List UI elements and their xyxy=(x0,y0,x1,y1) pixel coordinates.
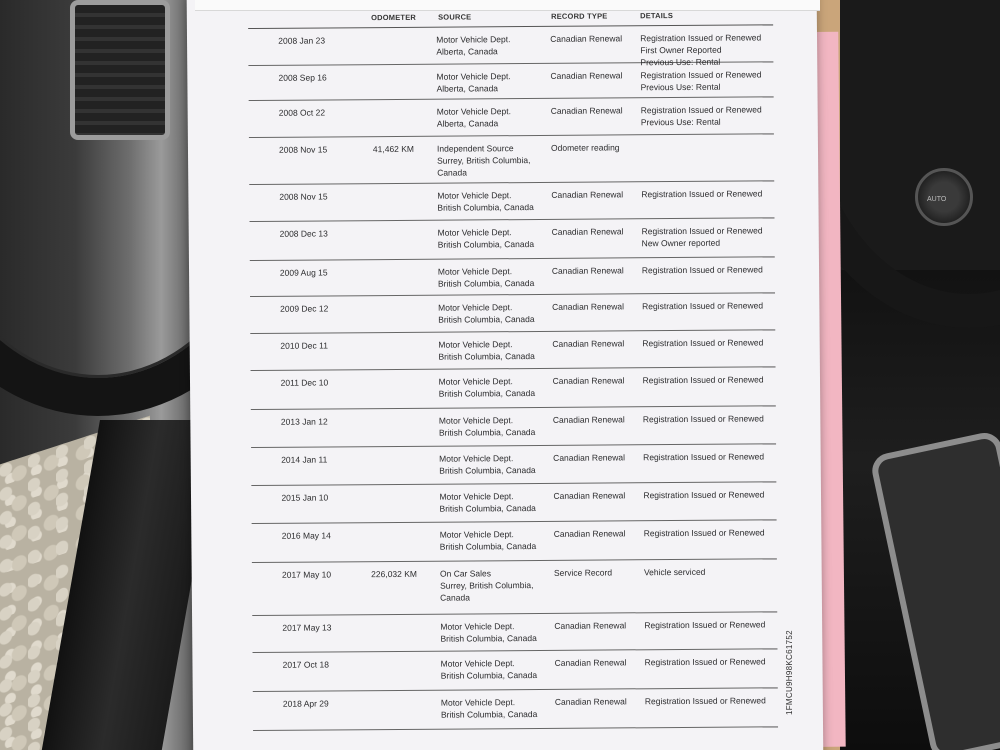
table-row xyxy=(253,688,778,731)
record-date: 2008 Dec 13 xyxy=(279,228,328,239)
record-source: Motor Vehicle Dept. British Columbia, Canada xyxy=(437,227,535,250)
table-row xyxy=(253,649,778,692)
record-source: Motor Vehicle Dept. British Columbia, Canada xyxy=(439,453,536,476)
record-date: 2018 Apr 29 xyxy=(282,698,329,709)
record-type: Canadian Renewal xyxy=(550,70,623,81)
record-details: Registration Issued or Renewed xyxy=(642,337,764,349)
record-details: Registration Issued or Renewed xyxy=(641,264,763,276)
record-date: 2008 Oct 22 xyxy=(278,107,326,118)
record-type: Canadian Renewal xyxy=(553,452,626,463)
table-row xyxy=(251,406,776,448)
table-row xyxy=(250,257,775,297)
table-body xyxy=(248,25,778,731)
record-source: Motor Vehicle Dept. British Columbia, Canada xyxy=(438,415,536,438)
record-type: Canadian Renewal xyxy=(551,226,624,237)
record-date: 2017 May 10 xyxy=(281,569,332,580)
record-source: Motor Vehicle Dept. British Columbia, Canada xyxy=(440,658,538,681)
record-type: Canadian Renewal xyxy=(552,375,625,386)
header-record-type: RECORD TYPE xyxy=(551,11,608,21)
record-date: 2009 Aug 15 xyxy=(279,267,328,278)
record-details: Registration Issued or Renewed Previous Use: Rental xyxy=(640,104,762,128)
record-details: Registration Issued or Renewed xyxy=(643,451,765,463)
record-source: Motor Vehicle Dept. British Columbia, Canada xyxy=(439,529,537,552)
table-row xyxy=(252,559,777,616)
record-date: 2017 Oct 18 xyxy=(282,659,329,670)
record-type: Odometer reading xyxy=(550,142,620,153)
record-details: Registration Issued or Renewed xyxy=(642,413,764,425)
record-date: 2017 May 13 xyxy=(282,622,332,633)
table-row xyxy=(250,218,775,261)
record-source: Motor Vehicle Dept. British Columbia, Canada xyxy=(437,266,535,289)
record-date: 2010 Dec 11 xyxy=(280,340,328,351)
record-source: Motor Vehicle Dept. British Columbia, Canada xyxy=(437,190,534,213)
record-date: 2008 Jan 23 xyxy=(278,35,326,46)
record-type: Canadian Renewal xyxy=(551,265,624,276)
record-details: Registration Issued or Renewed xyxy=(642,300,764,312)
record-source: Motor Vehicle Dept. British Columbia, Canada xyxy=(440,621,537,644)
table-row xyxy=(249,134,774,185)
record-odometer: 41,462 KM xyxy=(372,143,415,155)
record-type: Canadian Renewal xyxy=(554,657,627,668)
header-details: DETAILS xyxy=(640,11,674,21)
record-source: Motor Vehicle Dept. British Columbia, Canada xyxy=(438,376,536,399)
record-details: Registration Issued or Renewed Previous Use: Rental xyxy=(640,69,762,93)
header-source: SOURCE xyxy=(438,12,472,22)
record-source: Motor Vehicle Dept. British Columbia, Canada xyxy=(440,697,538,720)
table-row xyxy=(250,330,775,371)
record-type: Service Record xyxy=(553,567,613,578)
record-date: 2008 Nov 15 xyxy=(279,191,328,202)
table-row xyxy=(251,444,776,486)
record-type: Canadian Renewal xyxy=(551,189,624,200)
record-source: Motor Vehicle Dept. British Columbia, Canada xyxy=(439,491,536,514)
header-odometer: ODOMETER xyxy=(371,12,417,23)
vehicle-history-table xyxy=(248,2,778,726)
record-type: Canadian Renewal xyxy=(550,105,623,116)
record-source: On Car Sales Surrey, British Columbia, Canada xyxy=(439,568,534,603)
record-date: 2008 Sep 16 xyxy=(278,72,327,83)
record-type: Canadian Renewal xyxy=(553,490,626,501)
record-date: 2013 Jan 12 xyxy=(280,416,328,427)
climate-knob-label: AUTO xyxy=(927,196,947,203)
table-row xyxy=(249,181,774,222)
vin-number: 1FMCU9H98KC61752 xyxy=(785,630,794,715)
record-odometer: 226,032 KM xyxy=(371,568,418,580)
record-details: Registration Issued or Renewed xyxy=(643,489,765,501)
record-date: 2016 May 14 xyxy=(281,530,331,541)
record-source: Motor Vehicle Dept. Alberta, Canada xyxy=(436,34,511,57)
record-details: Registration Issued or Renewed xyxy=(644,695,766,707)
record-details: Registration Issued or Renewed xyxy=(641,188,763,200)
record-type: Canadian Renewal xyxy=(552,338,625,349)
record-date: 2014 Jan 11 xyxy=(281,454,328,465)
record-date: 2011 Dec 10 xyxy=(280,377,329,388)
record-date: 2015 Jan 10 xyxy=(281,492,329,503)
record-source: Motor Vehicle Dept. Alberta, Canada xyxy=(436,71,511,94)
record-date: 2008 Nov 15 xyxy=(278,144,328,155)
record-source: Motor Vehicle Dept. British Columbia, Canada xyxy=(438,339,535,362)
record-type: Canadian Renewal xyxy=(554,696,627,707)
table-row xyxy=(251,482,776,524)
record-details: Registration Issued or Renewed New Owner reported xyxy=(641,225,763,249)
record-details: Registration Issued or Renewed xyxy=(644,656,766,668)
record-date: 2009 Dec 12 xyxy=(280,303,329,314)
record-details: Registration Issued or Renewed First Owner Reported Previous Use: Rental xyxy=(640,32,762,68)
record-type: Canadian Renewal xyxy=(552,414,625,425)
record-source: Independent Source Surrey, British Columbia, Canada xyxy=(436,143,531,178)
record-details: Registration Issued or Renewed xyxy=(642,374,764,386)
table-row xyxy=(251,367,776,410)
record-type: Canadian Renewal xyxy=(554,620,627,631)
table-row xyxy=(252,612,777,653)
table-row xyxy=(248,62,773,101)
record-details: Registration Issued or Renewed xyxy=(644,619,766,631)
record-type: Canadian Renewal xyxy=(550,33,623,44)
table-row xyxy=(252,520,777,563)
record-details: Vehicle serviced xyxy=(643,566,706,578)
record-details: Registration Issued or Renewed xyxy=(643,527,765,539)
record-source: Motor Vehicle Dept. British Columbia, Canada xyxy=(438,302,535,325)
record-type: Canadian Renewal xyxy=(552,301,624,312)
record-source: Motor Vehicle Dept. Alberta, Canada xyxy=(436,106,511,129)
table-row xyxy=(248,25,773,66)
table-row xyxy=(249,97,774,138)
table-row xyxy=(250,293,775,334)
record-type: Canadian Renewal xyxy=(553,528,626,539)
